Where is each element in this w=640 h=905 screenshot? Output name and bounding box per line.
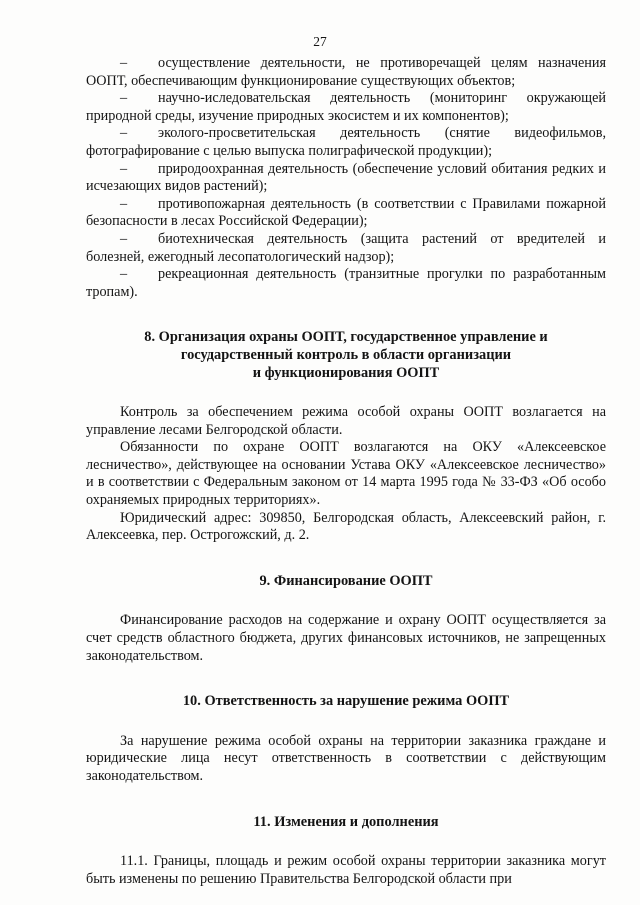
list-dash: – bbox=[120, 55, 128, 71]
list-item-text: биотехническая деятельность (защита растений от вредителей и болезней, ежегодный лесопатологический надзор); bbox=[86, 230, 606, 265]
list-dash: – bbox=[120, 160, 128, 177]
page-number: 27 bbox=[313, 34, 327, 49]
list-item bbox=[86, 125, 606, 160]
list-item bbox=[86, 231, 606, 266]
section-10 bbox=[86, 693, 606, 785]
list-dash: – bbox=[120, 90, 128, 107]
list-item-text: эколого-просветительская деятельность (снятие видеофильмов, фотографирование с целью выпуска полиграфической продукции); bbox=[86, 125, 606, 159]
section-heading: 11. Изменения и дополнения bbox=[253, 813, 439, 830]
list-item bbox=[86, 161, 606, 196]
paragraph: Обязанности по охране ООПТ возлагаются на ОКУ «Алексеевское лесничество», действующее на основании Устава ОКУ «Алексеевское лесничество» и в соответствии с Федеральным законом от 14 марта 1995 года № 33-ФЗ «Об особо охраняемых природных территориях». bbox=[86, 439, 606, 509]
paragraph: За нарушение режима особой охраны на территории заказника граждане и юридические лица несут ответственность в соответствии с действующим законодательством. bbox=[86, 732, 606, 784]
section-heading: 10. Ответственность за нарушение режима ООПТ bbox=[182, 693, 510, 710]
list-dash: – bbox=[120, 230, 128, 247]
section-8 bbox=[86, 329, 606, 545]
section-heading: и функционирования ООПТ bbox=[252, 364, 440, 381]
list-item-text: природоохранная деятельность (обеспечение условий обитания редких и исчезающих видов растений); bbox=[86, 160, 606, 195]
paragraph: Юридический адрес: 309850, Белгородская область, Алексеевский район, г. Алексеевка, пер. Острогожский, д. 2. bbox=[86, 509, 606, 544]
list-item bbox=[86, 55, 606, 90]
paragraph: 11.1. Границы, площадь и режим особой охраны территории заказника могут быть изменены по решению Правительства Белгородской области при bbox=[86, 853, 606, 887]
activities-list bbox=[86, 55, 606, 301]
list-item bbox=[86, 266, 606, 301]
list-item bbox=[86, 90, 606, 125]
list-item-text: научно-иследовательская деятельность (мониторинг окружающей природной среды, изучение природных экосистем и их компонентов); bbox=[86, 90, 606, 124]
section-heading: 8. Организация охраны ООПТ, государственное управление и bbox=[144, 329, 548, 346]
section-9 bbox=[86, 573, 606, 665]
list-item-text: осуществление деятельности, не противоречащей целям назначения ООПТ, обеспечивающим функционирование существующих объектов; bbox=[86, 55, 606, 89]
list-dash: – bbox=[120, 266, 128, 283]
list-dash: – bbox=[120, 195, 128, 212]
list-item-text: противопожарная деятельность (в соответствии с Правилами пожарной безопасности в лесах Российской Федерации); bbox=[86, 195, 606, 230]
section-11 bbox=[86, 814, 606, 889]
section-heading: 9. Финансирование ООПТ bbox=[259, 572, 433, 589]
paragraph: Контроль за обеспечением режима особой охраны ООПТ возлагается на управление лесами Белгородской области. bbox=[86, 404, 606, 438]
list-item-text: рекреационная деятельность (транзитные прогулки по разработанным тропам). bbox=[86, 266, 606, 300]
document-body bbox=[86, 55, 606, 888]
list-item bbox=[86, 196, 606, 231]
list-dash: – bbox=[120, 125, 128, 142]
paragraph: Финансирование расходов на содержание и охрану ООПТ осуществляется за счет средств областного бюджета, других финансовых источников, не запрещенных законодательством. bbox=[86, 612, 606, 664]
section-heading: государственный контроль в области организации bbox=[180, 346, 512, 363]
